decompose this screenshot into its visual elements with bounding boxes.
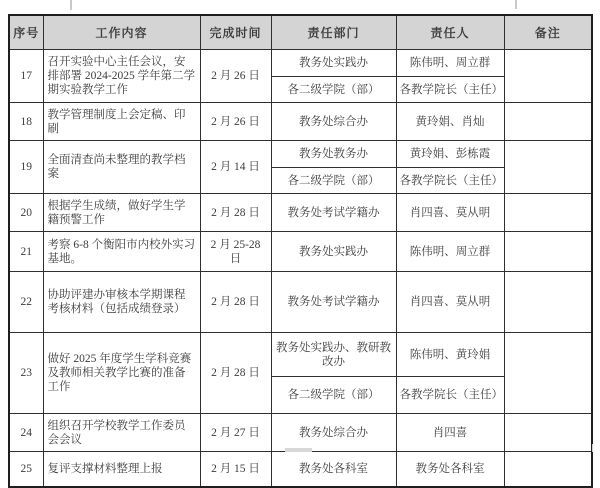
cell-no: 24 xyxy=(9,414,43,452)
cell-dept: 教务处综合办 xyxy=(271,414,396,452)
cell-remark xyxy=(504,194,592,232)
cell-time: 2 月 27 日 xyxy=(200,414,271,452)
cell-dept2: 各二级学院（部） xyxy=(271,168,396,194)
cell-no: 19 xyxy=(9,141,43,194)
cell-person: 黄玲娟、肖灿 xyxy=(396,103,504,141)
cell-person: 陈伟明、周立群 xyxy=(396,232,504,272)
cell-dept: 教务处实践办 xyxy=(271,50,396,77)
column-header-content: 工作内容 xyxy=(43,15,200,50)
cell-person: 肖四喜、莫从明 xyxy=(396,272,504,333)
cell-content: 复评支撑材料整理上报 xyxy=(43,452,200,488)
table-row xyxy=(9,452,592,488)
cell-person: 教务处各科室 xyxy=(396,452,504,488)
cell-time: 2 月 26 日 xyxy=(200,50,271,103)
cell-remark xyxy=(504,414,592,452)
cell-time: 2 月 28 日 xyxy=(200,333,271,414)
cell-person2: 各教学院长（主任） xyxy=(396,377,504,414)
cell-dept: 教务处考试学籍办 xyxy=(271,194,396,232)
cell-content: 根据学生成绩，做好学生学籍预警工作 xyxy=(43,194,200,232)
cell-no: 23 xyxy=(9,333,43,414)
cell-remark xyxy=(504,272,592,333)
cell-remark xyxy=(504,452,592,488)
cell-no: 22 xyxy=(9,272,43,333)
cell-content: 召开实验中心主任会议，安排部署 2024-2025 学年第二学期实验教学工作 xyxy=(43,50,200,103)
cell-dept: 教务处实践办、教研教改办 xyxy=(271,333,396,377)
cell-person: 陈伟明、周立群 xyxy=(396,50,504,77)
cell-person: 黄玲娟、彭栋霞 xyxy=(396,141,504,168)
column-header-remark: 备注 xyxy=(504,15,592,50)
cell-dept: 教务处教务办 xyxy=(271,141,396,168)
cell-remark xyxy=(504,333,592,414)
cell-time: 2 月 28 日 xyxy=(200,272,271,333)
table-row xyxy=(9,333,592,377)
table-row xyxy=(9,103,592,141)
cell-time: 2 月 14 日 xyxy=(200,141,271,194)
cell-content: 考察 6-8 个衡阳市内校外实习基地。 xyxy=(43,232,200,272)
cell-person: 陈伟明、黄玲娟 xyxy=(396,333,504,377)
page-bottom-artifact xyxy=(285,448,312,452)
cell-time: 2 月 26 日 xyxy=(200,103,271,141)
table-row xyxy=(9,194,592,232)
page-edge-artifact-right xyxy=(515,0,517,9)
page-corner-artifact xyxy=(592,444,593,452)
cell-dept: 教务处考试学籍办 xyxy=(271,272,396,333)
cell-remark xyxy=(504,50,592,103)
page-edge-artifact-left xyxy=(70,0,72,10)
cell-remark xyxy=(504,103,592,141)
column-header-time: 完成时间 xyxy=(200,15,271,50)
cell-dept: 教务处各科室 xyxy=(271,452,396,488)
cell-no: 21 xyxy=(9,232,43,272)
cell-content: 做好 2025 年度学生学科竞赛及教师相关教学比赛的准备工作 xyxy=(43,333,200,414)
cell-content: 教学管理制度上会定稿、印刷 xyxy=(43,103,200,141)
column-header-person: 责任人 xyxy=(396,15,504,50)
table-row xyxy=(9,50,592,77)
cell-no: 25 xyxy=(9,452,43,488)
cell-time: 2 月 28 日 xyxy=(200,194,271,232)
cell-remark xyxy=(504,141,592,194)
table-header-row xyxy=(9,15,592,50)
cell-content: 全面清查尚未整理的教学档案 xyxy=(43,141,200,194)
cell-no: 20 xyxy=(9,194,43,232)
column-header-no: 序号 xyxy=(9,15,43,50)
cell-dept: 教务处综合办 xyxy=(271,103,396,141)
table-row xyxy=(9,272,592,333)
cell-time: 2 月 25-28 日 xyxy=(200,232,271,272)
cell-content: 组织召开学校教学工作委员会会议 xyxy=(43,414,200,452)
cell-dept: 教务处实践办 xyxy=(271,232,396,272)
column-header-dept: 责任部门 xyxy=(271,15,396,50)
table-row xyxy=(9,141,592,168)
table-row xyxy=(9,232,592,272)
cell-no: 18 xyxy=(9,103,43,141)
cell-time: 2 月 15 日 xyxy=(200,452,271,488)
cell-no: 17 xyxy=(9,50,43,103)
cell-person2: 各教学院长（主任） xyxy=(396,168,504,194)
cell-dept2: 各二级学院（部） xyxy=(271,77,396,103)
cell-content: 协助评建办审核本学期课程考核材料（包括成绩登录） xyxy=(43,272,200,333)
cell-person2: 各教学院长（主任） xyxy=(396,77,504,103)
cell-dept2: 各二级学院（部） xyxy=(271,377,396,414)
work-schedule-table xyxy=(8,14,593,488)
cell-person: 肖四喜 xyxy=(396,414,504,452)
cell-remark xyxy=(504,232,592,272)
cell-person: 肖四喜、莫从明 xyxy=(396,194,504,232)
table-row xyxy=(9,414,592,452)
